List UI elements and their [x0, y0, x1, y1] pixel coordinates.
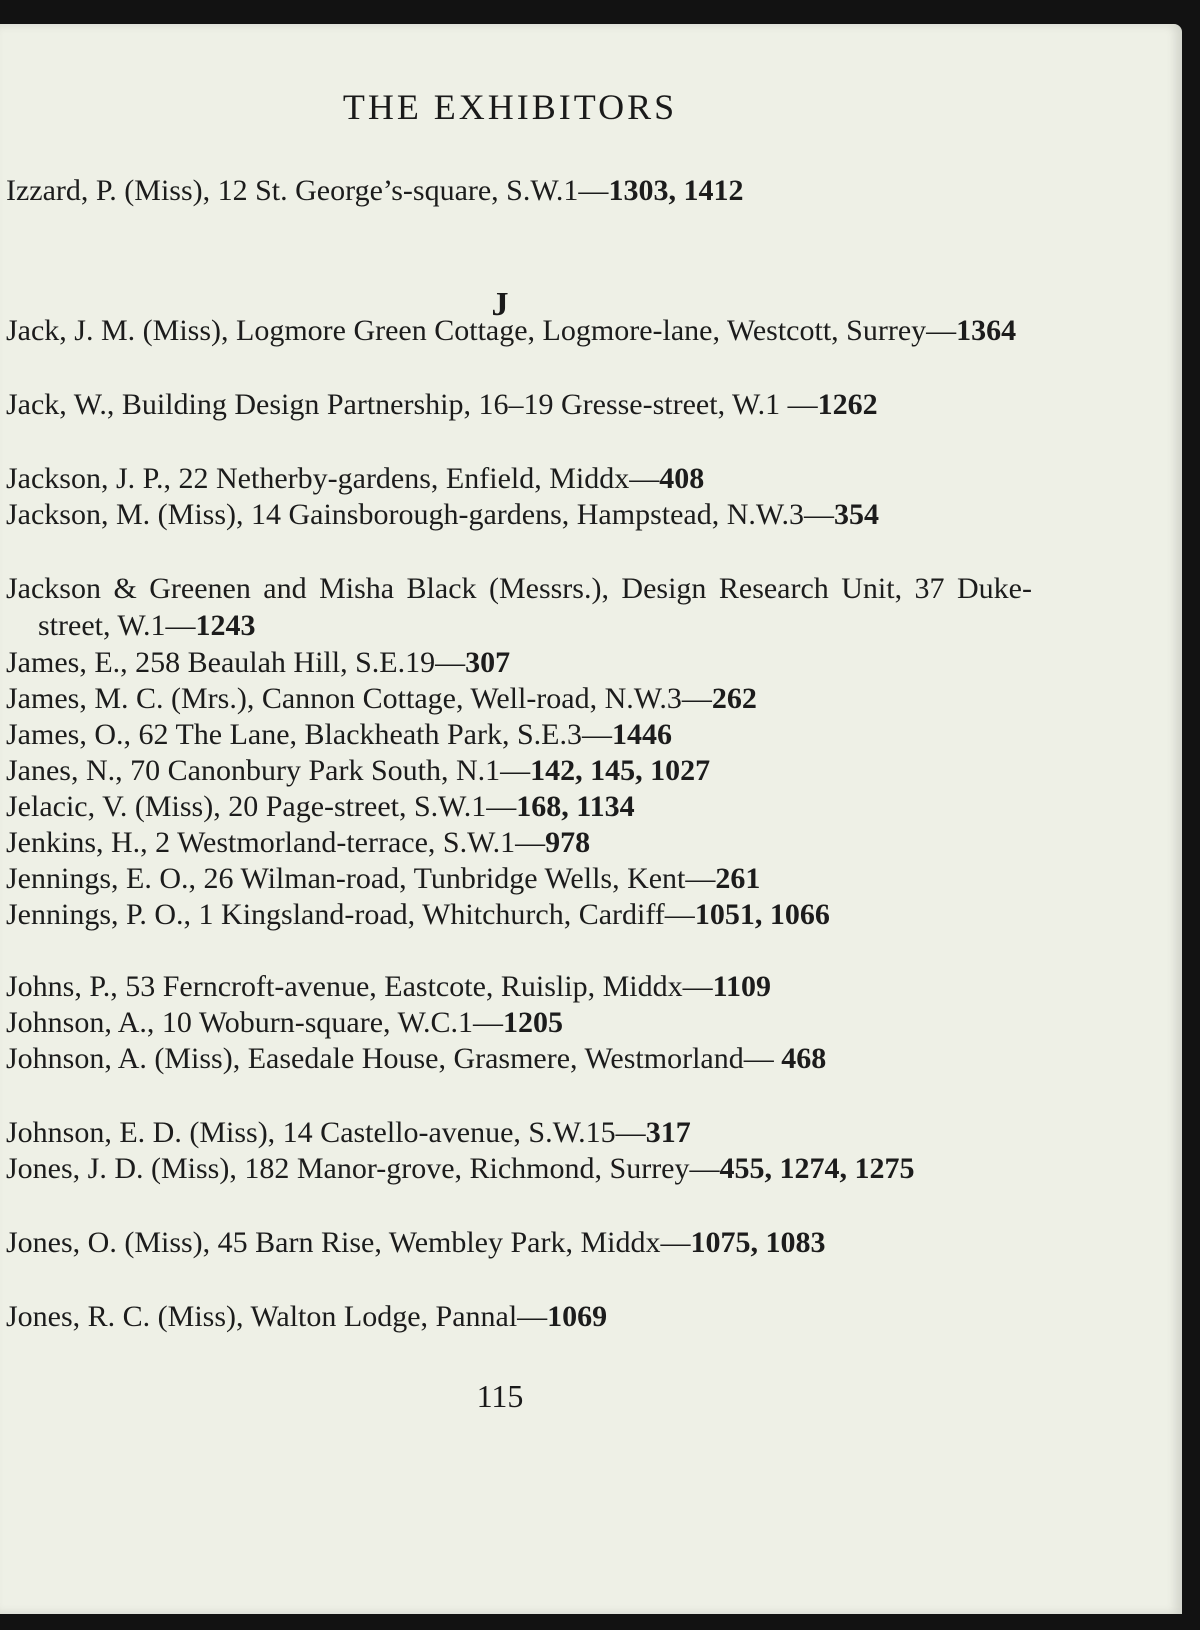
exhibit-numbers: 1303, 1412	[608, 174, 744, 207]
exhibit-numbers: 1446	[611, 718, 672, 751]
exhibit-numbers: 168, 1134	[516, 790, 635, 823]
exhibit-numbers: 142, 145, 1027	[530, 754, 711, 787]
exhibit-numbers: 262	[711, 682, 757, 715]
exhibit-numbers: 261	[715, 862, 761, 895]
list-item: Johnson, A. (Miss), Easedale House, Grasmere, Westmorland— 468	[6, 1042, 827, 1075]
list-item: Johnson, E. D. (Miss), 14 Castello-avenue, S.W.15—317	[6, 1116, 691, 1149]
exhibit-numbers: 408	[659, 462, 705, 495]
list-item: Jennings, P. O., 1 Kingsland-road, Whitchurch, Cardiff—1051, 1066	[6, 898, 830, 931]
list-item: Jack, W., Building Design Partnership, 16–19 Gresse-street, W.1 —1262	[6, 388, 878, 421]
list-item: Jones, J. D. (Miss), 182 Manor-grove, Richmond, Surrey—455, 1274, 1275	[6, 1152, 915, 1185]
exhibit-numbers: 1243	[195, 609, 256, 642]
exhibit-numbers: 317	[645, 1116, 691, 1149]
exhibit-numbers: 468	[781, 1042, 827, 1075]
list-item: Jack, J. M. (Miss), Logmore Green Cottage, Logmore-lane, Westcott, Surrey—1364	[6, 314, 1017, 347]
section-letter: J	[491, 286, 509, 323]
exhibit-numbers: 307	[465, 646, 511, 679]
list-item: Jones, O. (Miss), 45 Barn Rise, Wembley Park, Middx—1075, 1083	[6, 1226, 826, 1259]
list-item: Jackson & Greenen and Misha Black (Messrs.), Design Research Unit, 37 Duke-street, W.1—1243	[6, 572, 1032, 642]
exhibit-numbers: 1109	[712, 970, 771, 1003]
page-number: 115	[476, 1378, 524, 1414]
list-item: Johns, P., 53 Ferncroft-avenue, Eastcote, Ruislip, Middx—1109	[6, 970, 771, 1003]
exhibit-numbers: 1051, 1066	[694, 898, 830, 931]
list-item: Jones, R. C. (Miss), Walton Lodge, Pannal—1069	[6, 1300, 608, 1333]
page-heading: THE EXHIBITORS	[342, 87, 678, 127]
exhibit-numbers: 1205	[503, 1006, 564, 1039]
exhibit-numbers: 1262	[817, 388, 878, 421]
list-item: James, E., 258 Beaulah Hill, S.E.19—307	[6, 646, 511, 679]
list-item: James, O., 62 The Lane, Blackheath Park, S.E.3—1446	[6, 718, 672, 751]
exhibit-numbers: 978	[545, 826, 591, 859]
exhibit-numbers: 1069	[547, 1300, 608, 1333]
list-item: Jackson, J. P., 22 Netherby-gardens, Enfield, Middx—408	[6, 462, 705, 495]
list-item: Jelacic, V. (Miss), 20 Page-street, S.W.1—168, 1134	[6, 790, 635, 823]
exhibit-numbers: 1364	[956, 314, 1017, 347]
book-page	[0, 24, 1182, 1614]
list-item: Janes, N., 70 Canonbury Park South, N.1—142, 145, 1027	[6, 754, 711, 787]
list-item: Jenkins, H., 2 Westmorland-terrace, S.W.1—978	[6, 826, 591, 859]
list-item: James, M. C. (Mrs.), Cannon Cottage, Well-road, N.W.3—262	[6, 682, 757, 715]
list-item: Johnson, A., 10 Woburn-square, W.C.1—1205	[6, 1006, 564, 1039]
exhibit-numbers: 1075, 1083	[690, 1226, 826, 1259]
list-item: Izzard, P. (Miss), 12 St. George’s-square, S.W.1—1303, 1412	[6, 174, 744, 207]
list-item: Jennings, E. O., 26 Wilman-road, Tunbridge Wells, Kent—261	[6, 862, 761, 895]
list-item: Jackson, M. (Miss), 14 Gainsborough-gardens, Hampstead, N.W.3—354	[6, 498, 879, 531]
exhibit-numbers: 354	[833, 498, 879, 531]
exhibit-numbers: 455, 1274, 1275	[719, 1152, 915, 1185]
